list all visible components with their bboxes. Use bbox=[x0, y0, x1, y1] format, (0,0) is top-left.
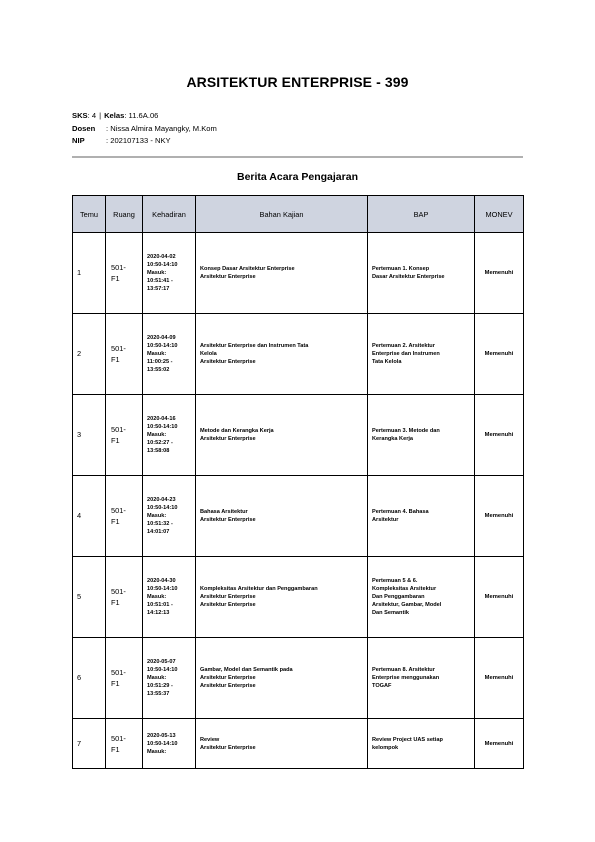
bahan-kajian-line: Arsitektur Enterprise bbox=[200, 274, 256, 280]
bahan-kajian-line: Arsitektur Enterprise bbox=[200, 517, 256, 523]
cell-ruang bbox=[106, 395, 143, 476]
cell-monev: Memenuhi bbox=[475, 233, 524, 314]
table-row bbox=[73, 395, 524, 476]
cell-monev: Memenuhi bbox=[475, 476, 524, 557]
kehadiran-line: Masuk: bbox=[147, 270, 167, 276]
cell-bap bbox=[368, 557, 475, 638]
cell-ruang bbox=[106, 476, 143, 557]
ruang-line: 501- bbox=[111, 425, 126, 434]
cell-monev: Memenuhi bbox=[475, 719, 524, 769]
dosen-label: Dosen bbox=[72, 123, 96, 133]
bap-line: Arsitektur bbox=[372, 517, 399, 523]
bap-line: Tata Kelola bbox=[372, 359, 402, 365]
bahan-kajian-line: Arsitektur Enterprise bbox=[200, 683, 256, 689]
table-row bbox=[73, 638, 524, 719]
bap-line: kelompok bbox=[372, 744, 399, 751]
header-temu: Temu bbox=[73, 196, 106, 233]
kehadiran-line: 10:51:32 - bbox=[147, 521, 173, 527]
cell-temu: 3 bbox=[73, 395, 106, 476]
cell-bahan-kajian bbox=[196, 719, 368, 769]
bahan-kajian-line: Konsep Dasar Arsitektur Enterprise bbox=[200, 266, 295, 272]
bahan-kajian-line: Review bbox=[200, 736, 220, 743]
bap-line: Pertemuan 3. Metode dan bbox=[372, 428, 440, 434]
kehadiran-line: Masuk: bbox=[147, 513, 167, 519]
kehadiran-line: 2020-04-09 bbox=[147, 335, 176, 341]
kehadiran-line: Masuk: bbox=[147, 675, 167, 681]
bahan-kajian-line: Arsitektur Enterprise bbox=[200, 594, 256, 600]
bahan-kajian-line: Arsitektur Enterprise bbox=[200, 436, 256, 442]
cell-kehadiran bbox=[143, 395, 196, 476]
cell-temu: 6 bbox=[73, 638, 106, 719]
header-bahan-kajian: Bahan Kajian bbox=[196, 196, 368, 233]
kehadiran-line: Masuk: bbox=[147, 351, 167, 357]
cell-bap bbox=[368, 395, 475, 476]
bap-line: Dasar Arsitektur Enterprise bbox=[372, 274, 445, 280]
bap-line: Pertemuan 2. Arsitektur bbox=[372, 343, 435, 349]
header-monev: MONEV bbox=[475, 196, 524, 233]
cell-temu: 1 bbox=[73, 233, 106, 314]
bap-line: TOGAF bbox=[372, 683, 392, 689]
kehadiran-line: Masuk: bbox=[147, 432, 167, 438]
cell-kehadiran bbox=[143, 476, 196, 557]
cell-ruang bbox=[106, 314, 143, 395]
course-info-nip bbox=[72, 135, 217, 148]
cell-kehadiran bbox=[143, 557, 196, 638]
cell-temu: 4 bbox=[73, 476, 106, 557]
ruang-line: 501- bbox=[111, 733, 126, 743]
bahan-kajian-line: Arsitektur Enterprise dan Instrumen Tata bbox=[200, 343, 309, 349]
table-row bbox=[73, 557, 524, 638]
cell-kehadiran bbox=[143, 233, 196, 314]
cell-kehadiran bbox=[143, 638, 196, 719]
cell-temu: 7 bbox=[73, 719, 106, 769]
bahan-kajian-line: Bahasa Arsitektur bbox=[200, 509, 248, 515]
kehadiran-line: 14:12:13 bbox=[147, 610, 170, 616]
kehadiran-line: 10:52:27 - bbox=[147, 440, 173, 446]
cell-bap bbox=[368, 314, 475, 395]
ruang-line: 501- bbox=[111, 344, 126, 353]
cell-ruang bbox=[106, 557, 143, 638]
bap-line: Dan Semantik bbox=[372, 610, 409, 616]
bap-line: Review Project UAS setiap bbox=[372, 736, 443, 743]
nip-value: : 202107133 - NKY bbox=[106, 136, 171, 145]
kehadiran-line: 2020-05-13 bbox=[147, 732, 176, 739]
cell-bap bbox=[368, 638, 475, 719]
kehadiran-line: 13:58:08 bbox=[147, 448, 170, 454]
cell-bahan-kajian bbox=[196, 476, 368, 557]
cell-monev: Memenuhi bbox=[475, 557, 524, 638]
table-header-row bbox=[73, 196, 524, 233]
cell-kehadiran bbox=[143, 314, 196, 395]
ruang-line: F1 bbox=[111, 274, 120, 283]
cell-temu: 5 bbox=[73, 557, 106, 638]
bahan-kajian-line: Arsitektur Enterprise bbox=[200, 602, 256, 608]
bahan-kajian-line: Arsitektur Enterprise bbox=[200, 359, 256, 365]
bahan-kajian-line: Kelola bbox=[200, 351, 217, 357]
ruang-line: 501- bbox=[111, 587, 126, 596]
bap-line: Arsitektur, Gambar, Model bbox=[372, 602, 442, 608]
ruang-line: F1 bbox=[111, 517, 120, 526]
course-info-dosen bbox=[72, 123, 217, 136]
cell-monev: Memenuhi bbox=[475, 638, 524, 719]
section-title: Berita Acara Pengajaran bbox=[236, 171, 358, 183]
course-info-sks-kelas bbox=[72, 110, 217, 123]
cell-bahan-kajian bbox=[196, 638, 368, 719]
cell-bahan-kajian bbox=[196, 233, 368, 314]
kehadiran-line: 10:50-14:10 bbox=[147, 424, 178, 430]
table-row bbox=[73, 476, 524, 557]
cell-bahan-kajian bbox=[196, 314, 368, 395]
ruang-line: F1 bbox=[111, 436, 120, 445]
dosen-value: : Nissa Almira Mayangky, M.Kom bbox=[106, 123, 217, 133]
bap-line: Enterprise menggunakan bbox=[372, 675, 440, 681]
kehadiran-line: 2020-04-02 bbox=[147, 254, 176, 260]
kehadiran-line: 13:55:37 bbox=[147, 691, 170, 697]
header-divider bbox=[72, 156, 523, 158]
kehadiran-line: 2020-05-07 bbox=[147, 659, 176, 665]
info-separator: | bbox=[99, 111, 102, 120]
kehadiran-line: 2020-04-30 bbox=[147, 578, 176, 584]
cell-bahan-kajian bbox=[196, 557, 368, 638]
table-body bbox=[73, 233, 524, 769]
table-row bbox=[73, 719, 524, 769]
header-ruang: Ruang bbox=[106, 196, 143, 233]
bap-table bbox=[72, 195, 524, 769]
bahan-kajian-line: Metode dan Kerangka Kerja bbox=[200, 428, 274, 434]
kehadiran-line: 10:51:29 - bbox=[147, 683, 173, 689]
cell-bap bbox=[368, 476, 475, 557]
bap-line: Dan Penggambaran bbox=[372, 594, 425, 600]
ruang-line: 501- bbox=[111, 668, 126, 677]
ruang-line: F1 bbox=[111, 598, 120, 607]
cell-ruang bbox=[106, 233, 143, 314]
bap-line: Pertemuan 5 & 6. bbox=[372, 578, 418, 584]
header-kehadiran: Kehadiran bbox=[143, 196, 196, 233]
bap-line: Pertemuan 4. Bahasa bbox=[372, 509, 429, 515]
bahan-kajian-line: Gambar, Model dan Semantik pada bbox=[200, 667, 293, 673]
table-row bbox=[73, 314, 524, 395]
kehadiran-line: 10:50-14:10 bbox=[147, 740, 178, 747]
ruang-line: 501- bbox=[111, 506, 126, 515]
kehadiran-line: 11:00:25 - bbox=[147, 359, 173, 365]
kehadiran-line: 10:50-14:10 bbox=[147, 505, 178, 511]
cell-ruang bbox=[106, 719, 143, 769]
nip-label: NIP bbox=[72, 136, 85, 145]
bap-line: Pertemuan 8. Arsitektur bbox=[372, 667, 435, 673]
ruang-line: F1 bbox=[111, 355, 120, 364]
kehadiran-line: 13:55:02 bbox=[147, 367, 170, 373]
kelas-value: : 11.6A.06 bbox=[124, 111, 159, 120]
bap-line: Enterprise dan Instrumen bbox=[372, 351, 440, 357]
cell-bap bbox=[368, 719, 475, 769]
ruang-line: 501- bbox=[111, 263, 126, 272]
kehadiran-line: 2020-04-16 bbox=[147, 416, 176, 422]
kelas-label: Kelas bbox=[104, 111, 125, 120]
bahan-kajian-line: Arsitektur Enterprise bbox=[200, 744, 256, 751]
kehadiran-line: 10:50-14:10 bbox=[147, 667, 178, 673]
cell-monev: Memenuhi bbox=[475, 395, 524, 476]
kehadiran-line: 10:51:01 - bbox=[147, 602, 173, 608]
cell-bap bbox=[368, 233, 475, 314]
sks-value: : 4 bbox=[87, 111, 97, 120]
sks-label: SKS bbox=[72, 111, 88, 120]
table-row bbox=[73, 233, 524, 314]
kehadiran-line: Masuk: bbox=[147, 748, 167, 755]
kehadiran-line: Masuk: bbox=[147, 594, 167, 600]
cell-bahan-kajian bbox=[196, 395, 368, 476]
ruang-line: F1 bbox=[111, 679, 120, 688]
bap-line: Kompleksitas Arsitektur bbox=[372, 586, 437, 592]
header-bap: BAP bbox=[368, 196, 475, 233]
cell-kehadiran bbox=[143, 719, 196, 769]
kehadiran-line: 10:50-14:10 bbox=[147, 343, 178, 349]
course-info bbox=[72, 110, 217, 148]
bap-line: Kerangka Kerja bbox=[372, 436, 414, 442]
kehadiran-line: 14:01:07 bbox=[147, 529, 170, 535]
kehadiran-line: 2020-04-23 bbox=[147, 497, 176, 503]
bap-line: Pertemuan 1. Konsep bbox=[372, 266, 430, 272]
bahan-kajian-line: Kompleksitas Arsitektur dan Penggambaran bbox=[200, 586, 318, 592]
cell-ruang bbox=[106, 638, 143, 719]
kehadiran-line: 10:50-14:10 bbox=[147, 262, 178, 268]
kehadiran-line: 10:50-14:10 bbox=[147, 586, 178, 592]
cell-monev: Memenuhi bbox=[475, 314, 524, 395]
document-title: ARSITEKTUR ENTERPRISE - 399 bbox=[186, 74, 409, 90]
cell-temu: 2 bbox=[73, 314, 106, 395]
kehadiran-line: 10:51:41 - bbox=[147, 278, 173, 284]
bahan-kajian-line: Arsitektur Enterprise bbox=[200, 675, 256, 681]
ruang-line: F1 bbox=[111, 744, 120, 754]
kehadiran-line: 13:57:17 bbox=[147, 286, 170, 292]
